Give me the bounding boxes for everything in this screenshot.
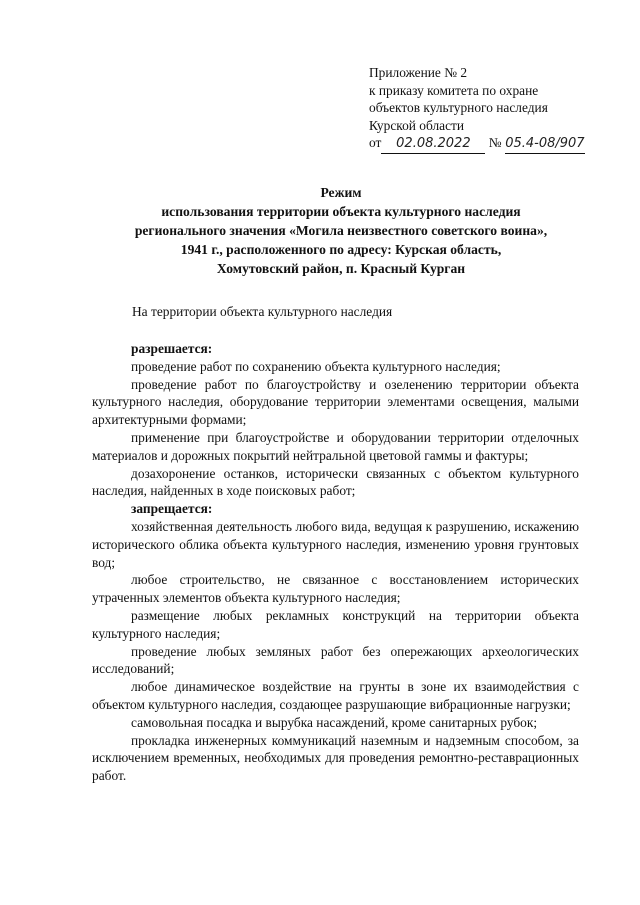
number-label: № [488,135,502,150]
allowed-item: проведение работ по благоустройству и озеленению территории объекта культурного наследия, оборудование территории элементами освещения, малыми архитектурными формами; [92,376,579,428]
annex-block [369,64,585,154]
title-line: 1941 г., расположенного по адресу: Курская область, [180,242,502,257]
prohibited-item: проведение любых земляных работ без опережающих археологических исследований; [92,643,579,677]
from-label: от [369,135,382,150]
prohibited-item: размещение любых рекламных конструкций на территории объекта культурного наследия; [92,607,579,641]
annex-title: Приложение № 2 [369,65,468,80]
prohibited-heading: запрещается: [131,501,213,517]
prohibited-item: прокладка инженерных коммуникаций наземным и надземным способом, за исключением временных, необходимых для проведения ремонтно-реставрационных работ. [92,732,579,784]
allowed-item: применение при благоустройстве и оборудовании территории отделочных материалов и дорожных покрытий нейтральной цветовой гаммы и фактуры; [92,429,579,463]
prohibited-item: любое строительство, не связанное с восстановлением исторических утраченных элементов объекта культурного наследия; [92,572,579,606]
allowed-heading: разрешается: [131,341,213,356]
order-date: 02.08.2022 [381,135,485,154]
annex-line: объектов культурного наследия [369,100,548,115]
title-line: использования территории объекта культурного наследия [161,204,521,219]
document-body [92,340,579,785]
annex-line: к приказу комитета по охране [369,82,539,98]
title-line: регионального значения «Могила неизвестного советского воина», [134,223,548,238]
allowed-item: проведение работ по сохранению объекта культурного наследия; [131,358,501,374]
lead-text: На территории объекта культурного наследия [132,304,393,319]
order-number: 05.4-08/907 [505,135,585,154]
prohibited-item: любое динамическое воздействие на грунты в зоне их взаимодействия с объектом культурного наследия, создающее разрушающие вибрационные нагрузки; [92,679,579,712]
prohibited-item: хозяйственная деятельность любого вида, ведущая к разрушению, искажению исторического облика объекта культурного наследия, изменению уровня грунтовых вод; [92,518,579,570]
annex-line: Курской области [369,117,465,133]
order-reference [369,134,585,154]
allowed-item: дозахоронение останков, исторически связанных с объектом культурного наследия, найденных в ходе поисковых работ; [92,465,579,499]
title-line: Хомутовский район, п. Красный Курган [216,261,466,276]
prohibited-item: самовольная посадка и вырубка насаждений, кроме санитарных рубок; [131,714,538,730]
document-title [95,183,587,278]
title-line: Режим [320,185,362,200]
